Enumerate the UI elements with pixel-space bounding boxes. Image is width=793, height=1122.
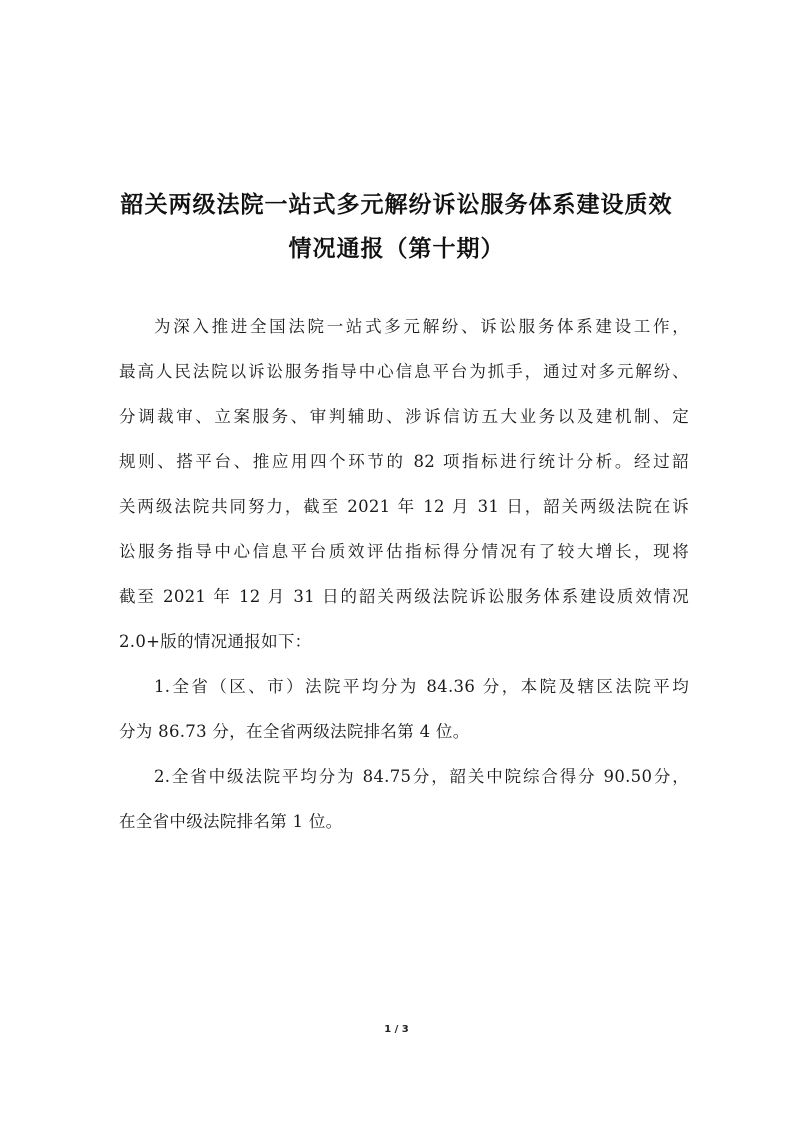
paragraph-line: 2.全省中级法院平均分为 84.75分，韶关中院综合得分 90.50分， [154, 767, 689, 786]
paragraph-intro [119, 311, 689, 671]
paragraph-line: 分调裁审、立案服务、审判辅助、涉诉信访五大业务以及建机制、定 [119, 407, 689, 426]
list-item-1 [119, 671, 689, 761]
paragraph-line: 规则、搭平台、推应用四个环节的 82 项指标进行统计分析。经过韶 [119, 452, 689, 471]
paragraph-line: 1.全省（区、市）法院平均分为 84.36 分，本院及辖区法院平均 [154, 677, 689, 696]
paragraph-line: 分为 86.73 分，在全省两级法院排名第 4 位。 [119, 722, 470, 741]
document-title-line-1: 韶关两级法院一站式多元解纷诉讼服务体系建设质效 [120, 192, 673, 218]
list-item-2 [119, 761, 689, 851]
page-number: 1 / 3 [384, 1024, 409, 1035]
paragraph-line: 在全省中级法院排名第 1 位。 [119, 812, 343, 831]
paragraph-line: 截至 2021 年 12 月 31 日的韶关两级法院诉讼服务体系建设质效情况 [119, 587, 689, 606]
paragraph-line: 讼服务指导中心信息平台质效评估指标得分情况有了较大增长，现将 [119, 542, 689, 561]
paragraph-line: 为深入推进全国法院一站式多元解纷、诉讼服务体系建设工作， [154, 317, 689, 336]
document-body [119, 311, 689, 851]
paragraph-line: 2.0+版的情况通报如下： [119, 632, 312, 651]
paragraph-line: 最高人民法院以诉讼服务指导中心信息平台为抓手，通过对多元解纷、 [119, 362, 689, 381]
paragraph-line: 关两级法院共同努力，截至 2021 年 12 月 31 日，韶关两级法院在诉 [119, 497, 689, 516]
document-title-line-2: 情况通报（第十期） [288, 236, 505, 262]
